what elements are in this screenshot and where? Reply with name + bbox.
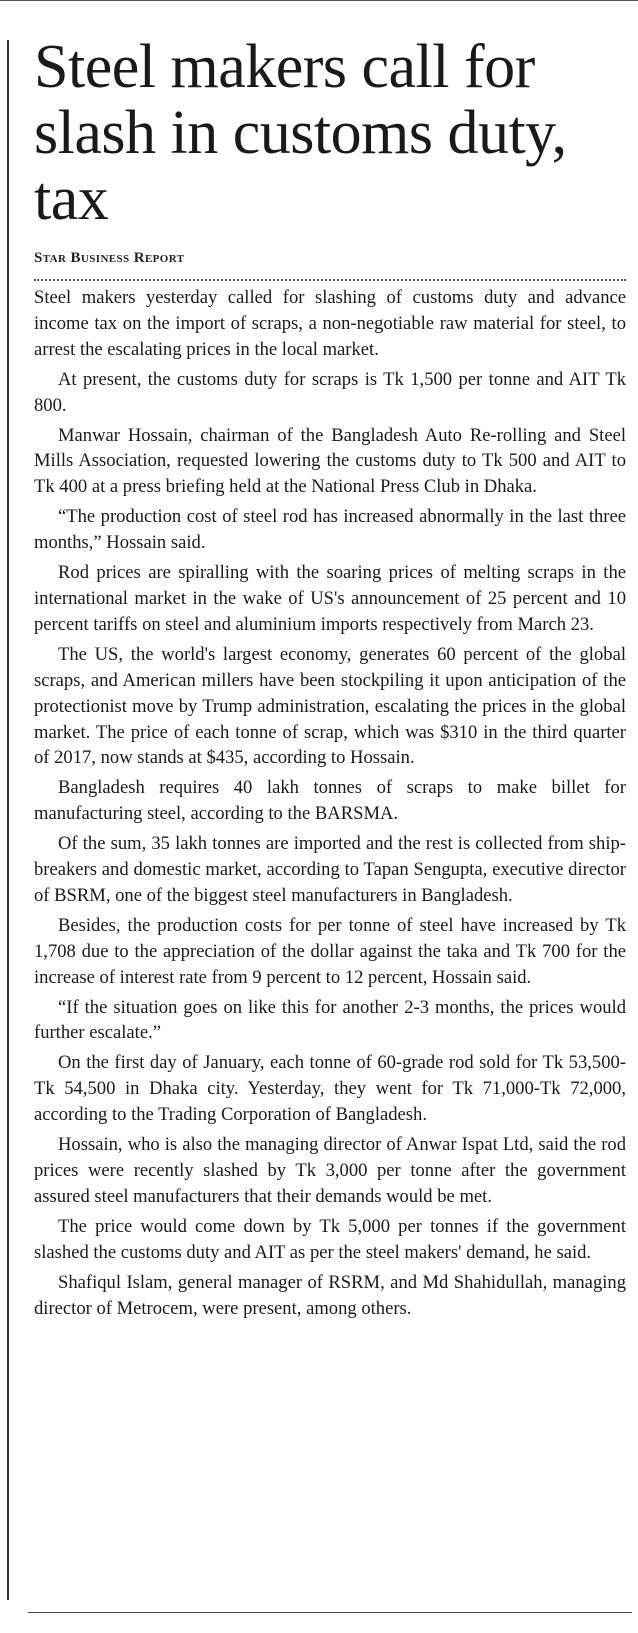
left-column-rule: [7, 40, 9, 1600]
news-article: [34, 34, 626, 1325]
dotted-divider: [34, 279, 626, 281]
paragraph: The US, the world's largest economy, generates 60 percent of the global scraps, and American millers have been stockpiling it upon anticipation of the protectionist move by Trump administration, escalating the prices in the global market. The price of each tonne of scrap, which was $310 in the third quarter of 2017, now stands at $435, according to Hossain.: [34, 643, 626, 769]
paragraph: Manwar Hossain, chairman of the Bangladesh Auto Re-rolling and Steel Mills Association, requested lowering the customs duty to Tk 500 and AIT to Tk 400 at a press briefing held at the National Press Club in Dhaka.: [34, 424, 626, 498]
article-body: [34, 285, 626, 1321]
headline: Steel makers call for slash in customs duty, tax: [34, 33, 567, 233]
bottom-border-rule: [28, 1612, 632, 1613]
paragraph: Bangladesh requires 40 lakh tonnes of scraps to make billet for manufacturing steel, according to the BARSMA.: [34, 777, 626, 825]
paragraph: Besides, the production costs for per tonne of steel have increased by Tk 1,708 due to the appreciation of the dollar against the taka and Tk 700 for the increase of interest rate from 9 percent to 12 percent, Hossain said.: [34, 914, 626, 988]
byline: Star Business Report: [34, 250, 185, 266]
paragraph: Steel makers yesterday called for slashing of customs duty and advance income tax on the import of scraps, a non-negotiable raw material for steel, to arrest the escalating prices in the local market.: [34, 287, 626, 360]
paragraph: Shafiqul Islam, general manager of RSRM, and Md Shahidullah, managing director of Metrocem, were present, among others.: [34, 1271, 626, 1319]
top-border-rule: [0, 0, 638, 1]
paragraph: At present, the customs duty for scraps is Tk 1,500 per tonne and AIT Tk 800.: [34, 368, 626, 416]
paragraph: “If the situation goes on like this for another 2-3 months, the prices would further escalate.”: [34, 996, 626, 1044]
paragraph: On the first day of January, each tonne of 60-grade rod sold for Tk 53,500-Tk 54,500 in Dhaka city. Yesterday, they went for Tk 71,000-Tk 72,000, according to the Trading Corporation of Bangladesh.: [34, 1052, 626, 1126]
paragraph: “The production cost of steel rod has increased abnormally in the last three months,” Hossain said.: [34, 506, 626, 554]
paragraph: Rod prices are spiralling with the soaring prices of melting scraps in the international market in the wake of US's announcement of 25 percent and 10 percent tariffs on steel and aluminium imports respectively from March 23.: [34, 562, 626, 635]
paragraph: Of the sum, 35 lakh tonnes are imported and the rest is collected from ship-breakers and domestic market, according to Tapan Sengupta, executive director of BSRM, one of the biggest steel manufacturers in Bangladesh.: [34, 833, 626, 906]
paragraph: The price would come down by Tk 5,000 per tonnes if the government slashed the customs duty and AIT as per the steel makers' demand, he said.: [34, 1215, 626, 1263]
paragraph: Hossain, who is also the managing director of Anwar Ispat Ltd, said the rod prices were recently slashed by Tk 3,000 per tonne after the government assured steel manufacturers that their demands would be met.: [34, 1134, 626, 1207]
